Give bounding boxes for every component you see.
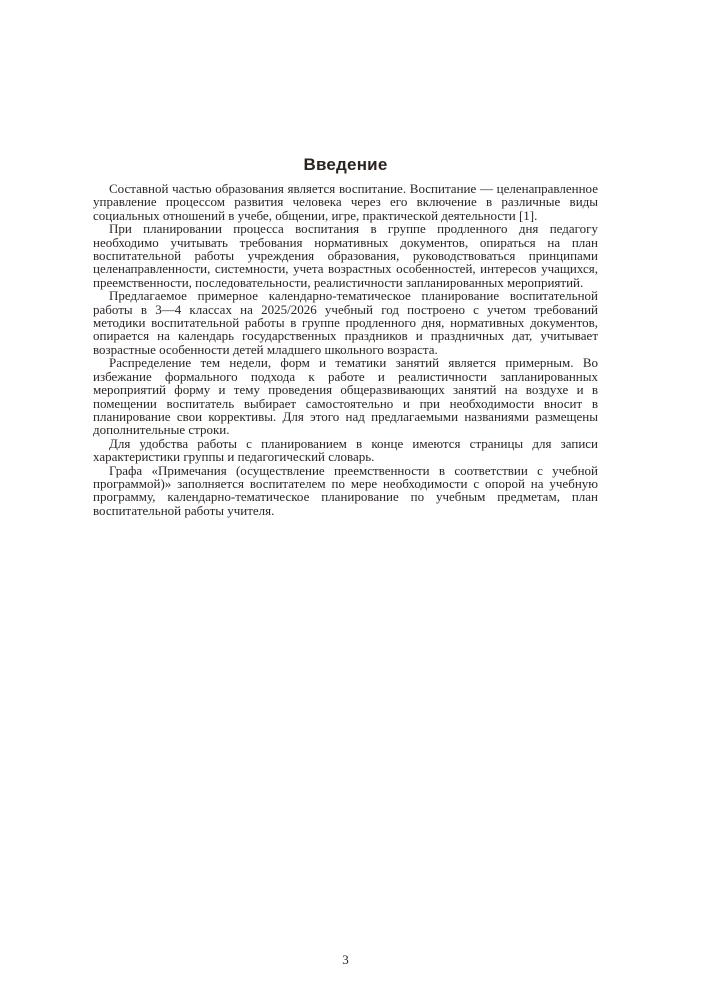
page-number: 3 <box>342 952 349 967</box>
paragraph: Распределение тем недели, форм и тематики занятий является примерным. Во избежание формального подхода к работе и реалистичности запланированных мероприятий форму и тему проведения общеразвивающих занятий на воздухе и в помещении воспитатель выбирает самостоятельно и при необходимости вносит в планирование свои коррективы. Для этого над предлагаемыми названиями размещены дополнительные строки. <box>93 355 598 438</box>
page-title: Введение <box>303 155 388 174</box>
text-column <box>93 155 598 517</box>
paragraph: Составной частью образования является воспитание. Воспитание — целенаправленное управление процессом развития человека через его включение в различные виды социальных отношений в учебе, общении, игре, практической деятельности [1]. <box>93 181 598 223</box>
paragraph: Графа «Примечания (осуществление преемственности в соответствии с учебной программой)» заполняется воспитателем по мере необходимости с опорой на учебную программу, календарно-тематическое планирование по учебным предметам, план воспитательной работы учителя. <box>93 462 598 518</box>
paragraph: При планировании процесса воспитания в группе продленного дня педагогу необходимо учитывать требования нормативных документов, опираться на план воспитательной работы учреждения образования, руководствоваться принципами целенаправленности, системности, учета возрастных особенностей, интересов учащихся, преемственности, последовательности, реалистичности запланированных мероприятий. <box>93 221 598 290</box>
paragraph: Предлагаемое примерное календарно-тематическое планирование воспитательной работы в 3—4 классах на 2025/2026 учебный год построено с учетом требований методики воспитательной работы в группе продленного дня, нормативных документов, опирается на календарь государственных праздников и праздничных дат, учитывает возрастные особенности детей младшего школьного возраста. <box>93 288 598 357</box>
paragraph: Для удобства работы с планированием в конце имеются страницы для записи характеристики группы и педагогический словарь. <box>93 435 598 465</box>
intro-body <box>93 182 598 517</box>
